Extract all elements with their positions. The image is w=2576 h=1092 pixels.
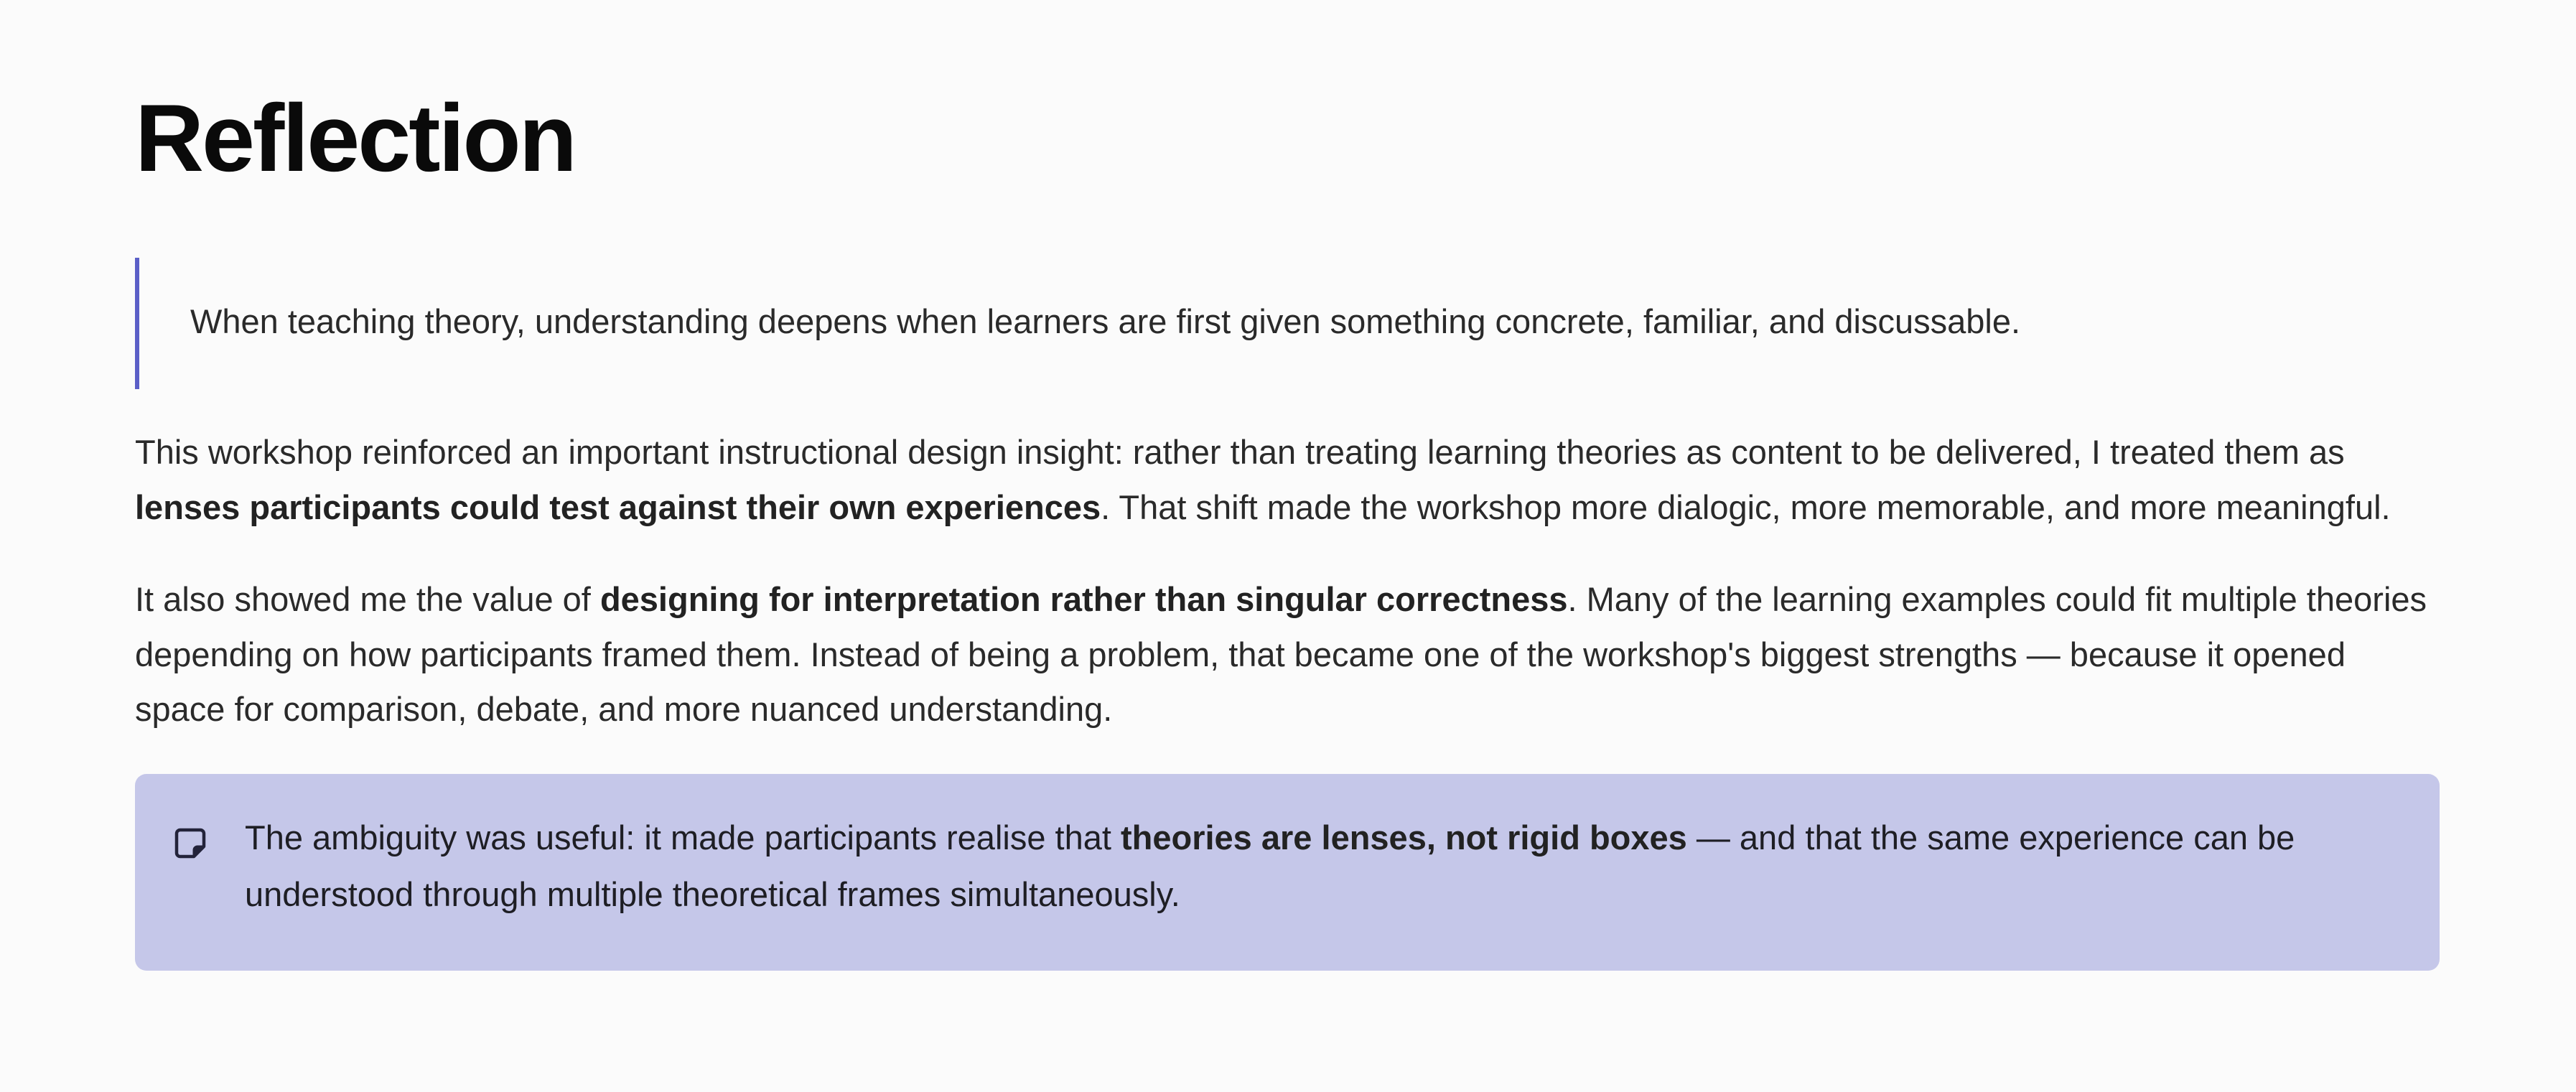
blockquote: [135, 258, 2440, 389]
paragraph-text: This workshop reinforced an important instructional design insight: rather than treating learning theories as content to be delivered, I treated them as: [135, 433, 2345, 471]
paragraph-emphasis: designing for interpretation rather than singular correctness: [599, 580, 1568, 618]
callout-text: [245, 809, 2391, 923]
note-icon: [174, 826, 207, 859]
paragraph-text: . Many of the learning examples could fit multiple theories depending on how participants framed them. Instead of being a problem, that became one of the workshop's biggest strengths — because it opened space for comparison, debate, and more nuanced understanding.: [135, 580, 2427, 728]
paragraph-instructional-insight: [135, 425, 2440, 535]
paragraph-text: . That shift made the workshop more dialogic, more memorable, and more meaningful.: [1101, 487, 2391, 526]
page-title: Reflection: [135, 85, 575, 192]
quote-text: When teaching theory, understanding deepens when learners are first given something concrete, familiar, and discussable.: [190, 302, 2021, 340]
paragraph-emphasis: lenses participants could test against their own experiences: [135, 487, 1101, 526]
callout-text-part: — and that the same experience can be understood through multiple theoretical frames simultaneously.: [245, 818, 2295, 913]
callout-emphasis: theories are lenses, not rigid boxes: [1120, 818, 1687, 857]
paragraph-interpretation: [135, 572, 2440, 737]
paragraph-text: It also showed me the value of: [135, 580, 600, 618]
callout-box: [135, 774, 2440, 971]
callout-text-part: The ambiguity was useful: it made participants realise that: [245, 818, 1121, 857]
